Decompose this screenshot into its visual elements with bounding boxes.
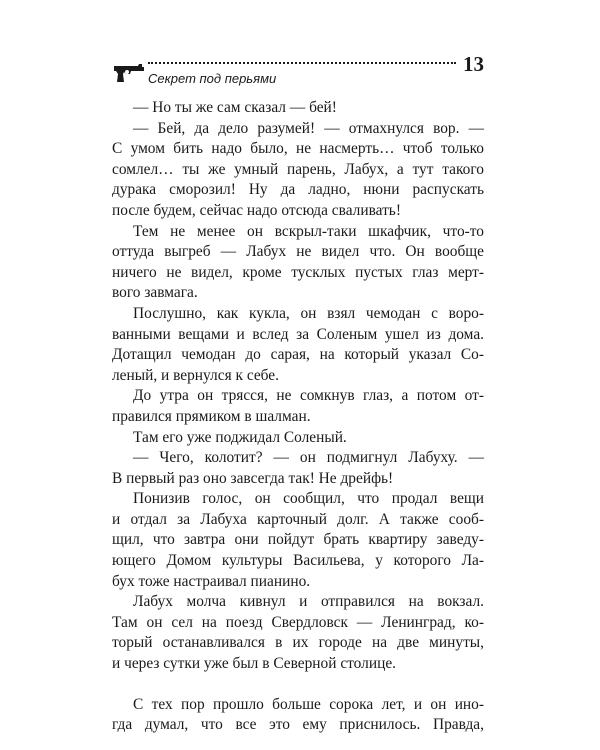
text-line: С умом бить надо было, не насмерть… чтоб только (112, 140, 484, 158)
header-dotted-rule (148, 62, 456, 64)
paragraph (112, 98, 484, 119)
text-line: До утра он трясся, не сомкнув глаз, а потом от- (133, 387, 484, 405)
text-line: — Но ты же сам сказал — бей! (133, 99, 337, 116)
text-line: С тех пор прошло больше сорока лет, и он ино- (133, 695, 484, 713)
text-line: Там он сел на поезд Свердловск — Ленинград, ко- (112, 613, 484, 631)
text-line: оттуда выгреб — Лабух не видел что. Он вообще (112, 243, 484, 261)
text-line: торый останавливался в их городе на две минуты, (112, 634, 484, 652)
text-line: сомлел… ты же умный парень, Лабух, а тут такого (112, 160, 484, 178)
text-line: дурака сморозил! Ну да ладно, нюни распускать (112, 181, 484, 199)
revolver-icon (112, 60, 146, 84)
text-line: — Бей, да дело разумей! — отмахнулся вор. — (133, 119, 484, 137)
text-line: — Чего, колотит? — он подмигнул Лабуху. — (133, 449, 484, 467)
text-line: правился прямиком в шалман. (112, 407, 311, 425)
text-line: гда думал, что все это ему приснилось. Правда, (112, 716, 484, 734)
text-line: Тем не менее он вскрыл-таки шкафчик, что-то (133, 222, 484, 240)
text-line: Там его уже поджидал Соленый. (133, 428, 347, 446)
paragraph (112, 119, 484, 222)
paragraph (112, 386, 484, 427)
text-line: леный, и вернулся к себе. (112, 366, 279, 384)
paragraphs-main (112, 98, 484, 675)
text-line: Понизив голос, он сообщил, что продал вещи (133, 490, 484, 508)
text-line: Лабух молча кивнул и отправился на вокзал. (133, 593, 484, 611)
paragraphs-after-break (112, 695, 484, 736)
text-line: и через сутки уже был в Северной столице. (112, 655, 397, 673)
paragraph (112, 428, 484, 449)
paragraph (112, 222, 484, 304)
paragraph (112, 448, 484, 489)
text-line: Дотащил чемодан до сарая, на который указал Со- (112, 346, 484, 364)
text-line: ющего Домом культуры Васильева, у которого Ла- (112, 552, 484, 570)
paragraph (112, 304, 484, 386)
text-line: ничего не видел, кроме тусклых пустых глаз мерт- (112, 263, 484, 281)
paragraph (112, 592, 484, 674)
running-title: Секрет под перьями (148, 71, 277, 86)
paragraph (112, 695, 484, 736)
text-line: ванными вещами и вслед за Соленым ушел из дома. (112, 325, 484, 343)
text-line: Послушно, как кукла, он взял чемодан с воро- (133, 304, 484, 322)
text-line: вого завмага. (112, 284, 198, 302)
page-header (112, 52, 484, 88)
text-line: бух тоже настраивал пианино. (112, 572, 311, 590)
text-line: В первый раз оно завсегда так! Не дрейфь! (112, 469, 394, 487)
text-line: после будем, сейчас надо отсюда сваливать! (112, 201, 401, 219)
page-number: 13 (463, 52, 484, 76)
body-text (112, 98, 484, 736)
text-line: щил, что завтра они пойдут брать квартиру заведу- (112, 531, 484, 549)
paragraph (112, 489, 484, 592)
text-line: и отдал за Лабуха карточный долг. А также сооб- (112, 510, 484, 528)
section-break (112, 675, 484, 695)
